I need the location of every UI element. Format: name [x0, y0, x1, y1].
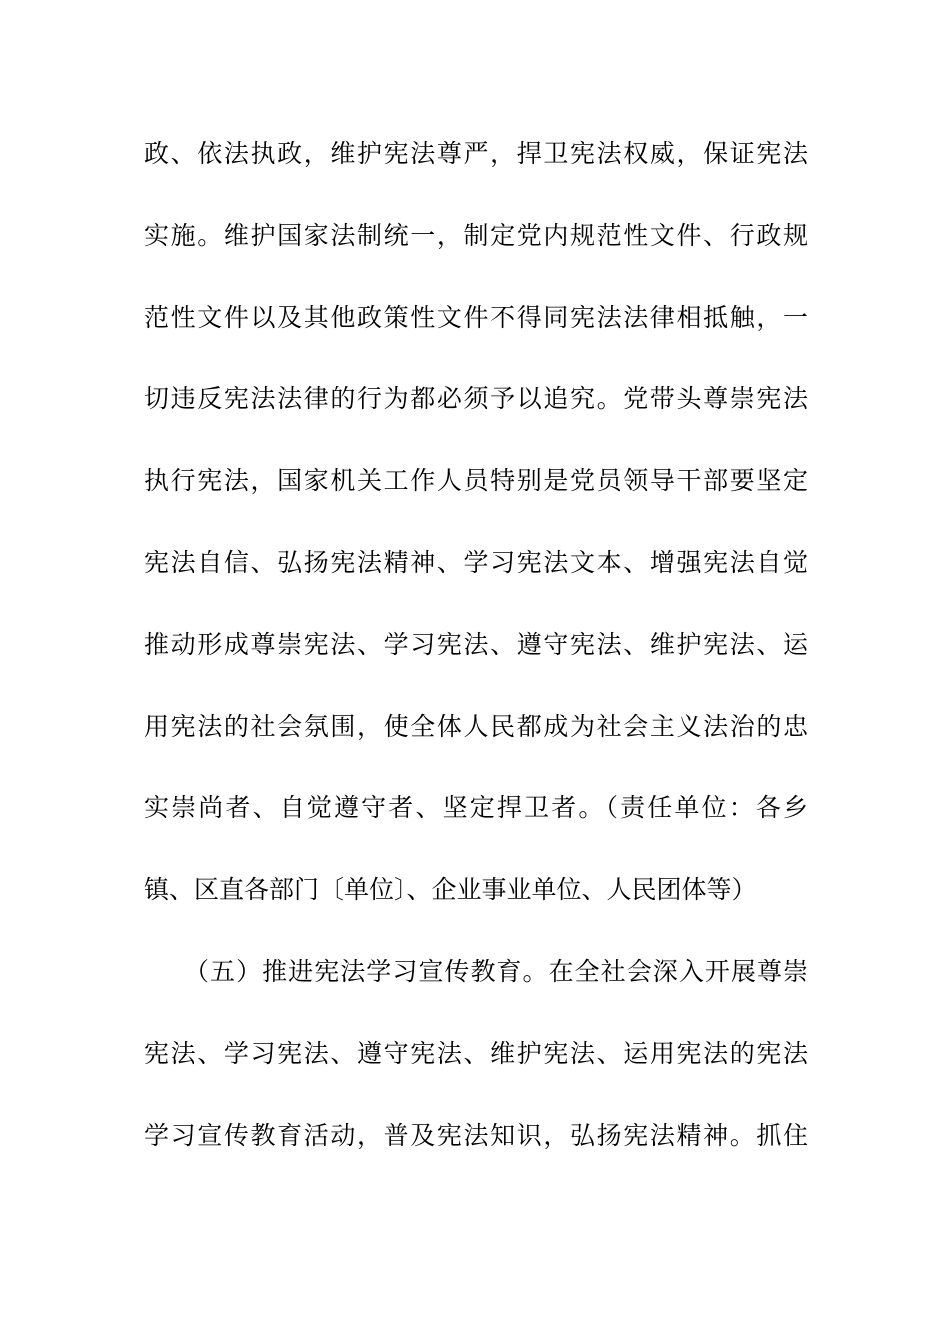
text-line: 实施。维护国家法制统一，制定党内规范性文件、行政规 — [144, 220, 808, 250]
text-line: 执行宪法，国家机关工作人员特别是党员领导干部要坚定 — [144, 466, 808, 496]
text-line: 推动形成尊崇宪法、学习宪法、遵守宪法、维护宪法、运 — [144, 629, 808, 659]
text-line: 用宪法的社会氛围，使全体人民都成为社会主义法治的忠 — [144, 711, 808, 741]
section-heading-line: （五）推进宪法学习宣传教育。在全社会深入开展尊崇 — [184, 956, 808, 986]
text-line: 宪法、学习宪法、遵守宪法、维护宪法、运用宪法的宪法 — [144, 1038, 808, 1068]
text-line: 镇、区直各部门〔单位〕、企业事业单位、人民团体等） — [144, 875, 757, 905]
body-text — [144, 126, 808, 1189]
text-line: 范性文件以及其他政策性文件不得同宪法法律相抵触，一 — [144, 302, 808, 332]
text-line: 实崇尚者、自觉遵守者、坚定捍卫者。（责任单位：各乡 — [144, 793, 808, 823]
text-line: 切违反宪法法律的行为都必须予以追究。党带头尊崇宪法 — [144, 384, 808, 414]
text-line: 政、依法执政，维护宪法尊严，捍卫宪法权威，保证宪法 — [144, 139, 808, 168]
text-line: 宪法自信、弘扬宪法精神、学习宪法文本、增强宪法自觉 — [144, 547, 808, 577]
text-line: 学习宣传教育活动，普及宪法知识，弘扬宪法精神。抓住 — [144, 1120, 808, 1150]
